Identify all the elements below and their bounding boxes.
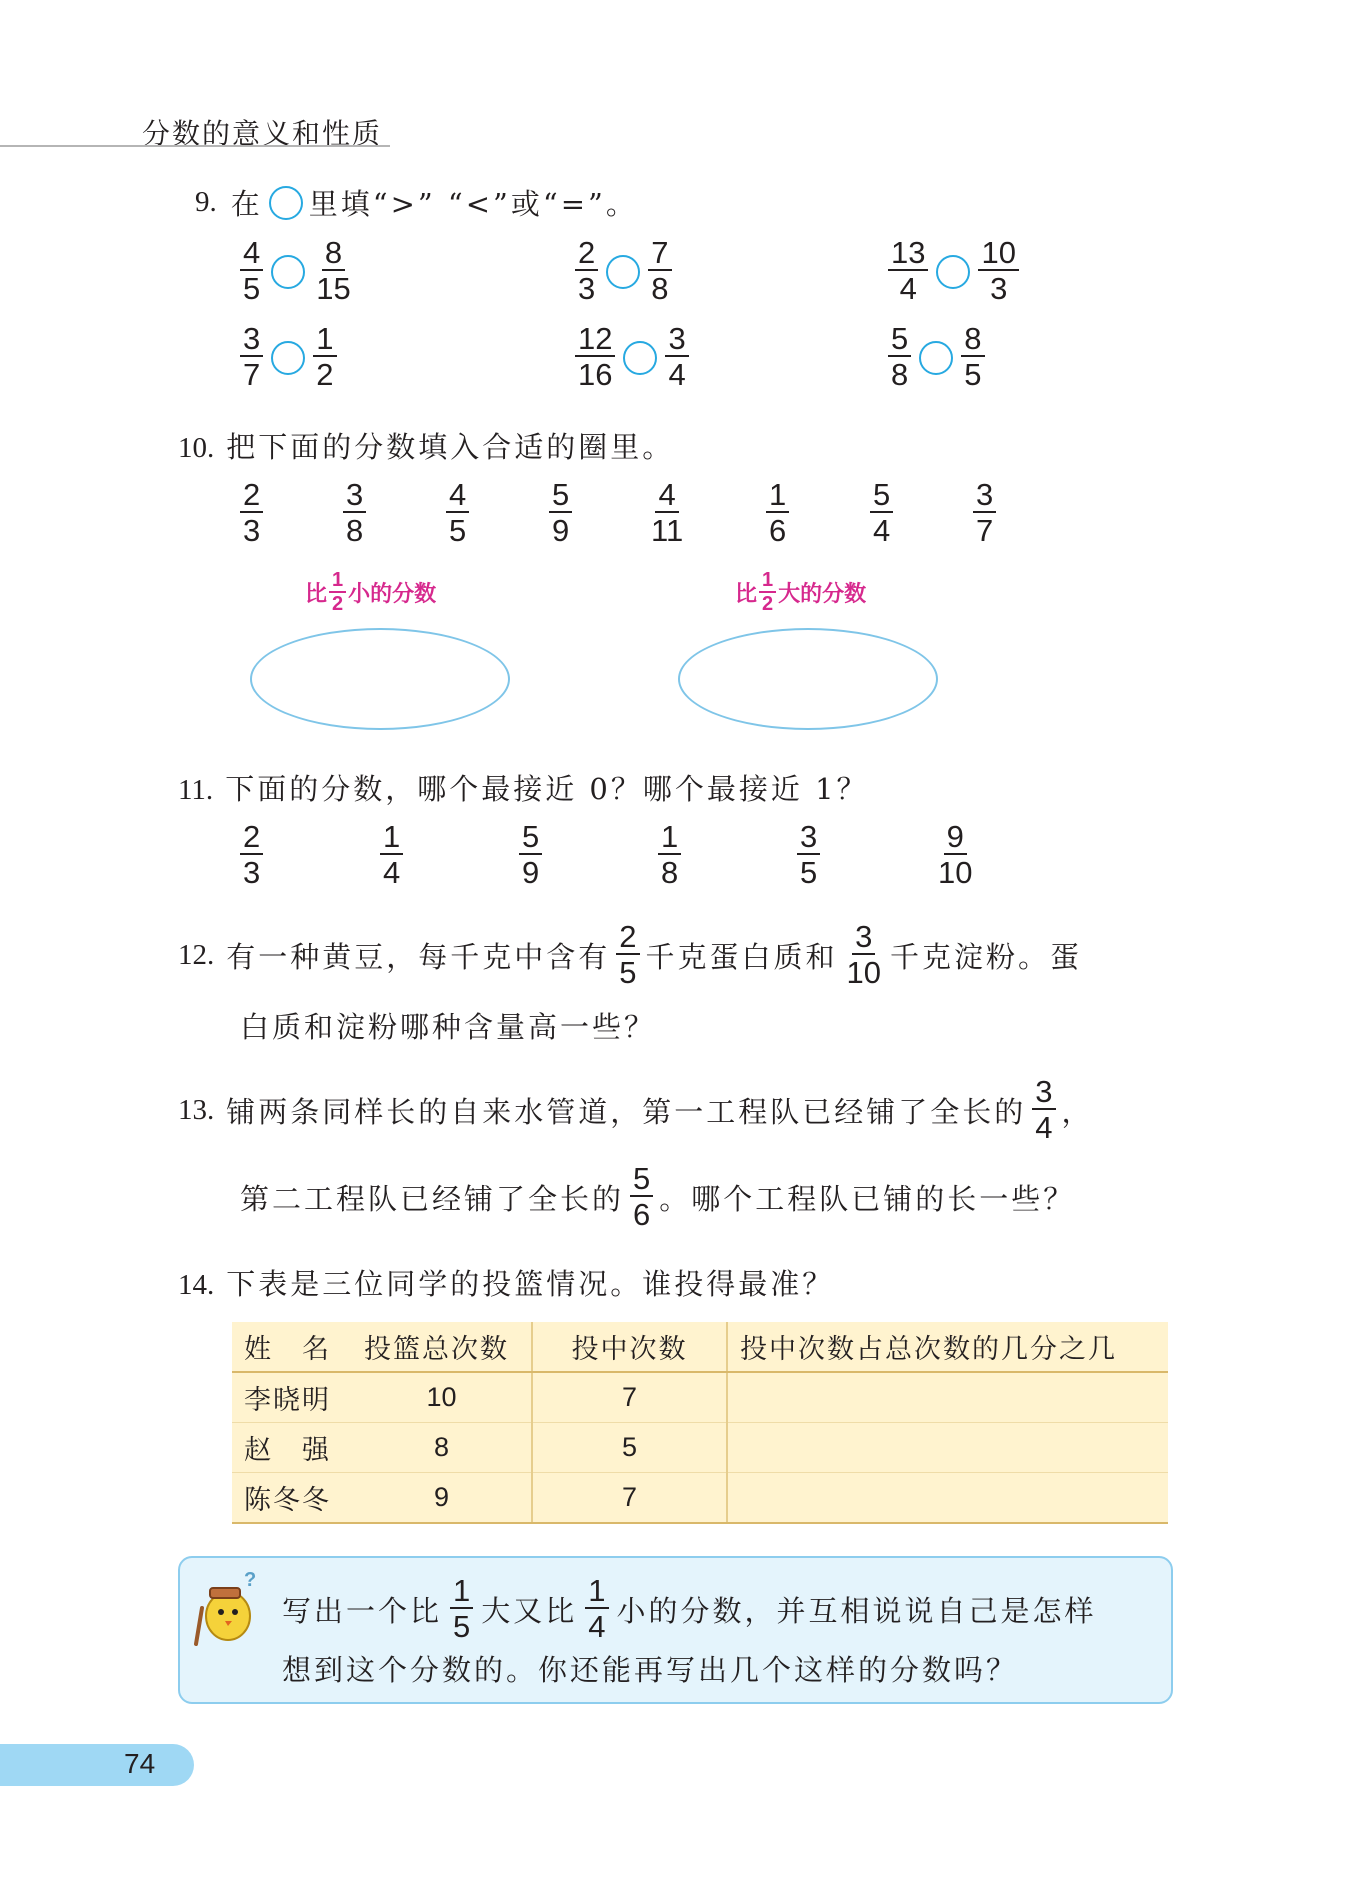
- q9-pair: [575, 322, 689, 393]
- q13-text-2: 第二工程队已经铺了全长的: [240, 1182, 625, 1216]
- table-row: [232, 1423, 1168, 1473]
- q9-pair: [240, 322, 337, 393]
- header-divider: [0, 145, 390, 147]
- tip-text-2: 大又比: [481, 1594, 578, 1628]
- page-number: 74: [124, 1748, 156, 1779]
- q13-line2: [240, 1162, 1075, 1233]
- fraction: $\frac{3}{4}$: [1032, 1075, 1055, 1146]
- q9-text-before: 在: [230, 187, 263, 221]
- q12-number: 12.: [178, 939, 215, 971]
- compare-circle[interactable]: [271, 341, 305, 375]
- compare-circle[interactable]: [271, 255, 305, 289]
- q11-fraction: $\frac{1}{8}$: [658, 820, 681, 891]
- q12-text-3: 千克淀粉。蛋: [890, 940, 1083, 974]
- header-total: 投篮总次数: [352, 1322, 532, 1372]
- chapter-title: 分数的意义和性质: [142, 117, 383, 150]
- answer-oval-less[interactable]: [250, 628, 510, 730]
- q13-text-1-end: ，: [1061, 1095, 1094, 1129]
- cell-name: 赵 强: [232, 1423, 352, 1473]
- q11-number: 11.: [178, 774, 214, 806]
- fraction: $\frac{4}{5}$: [240, 236, 263, 307]
- cell-fraction-answer[interactable]: [727, 1473, 1168, 1524]
- page-number-tab: [0, 1744, 194, 1786]
- q10-prompt: [178, 425, 674, 466]
- q9-pair: [240, 236, 354, 307]
- table-row: [232, 1473, 1168, 1524]
- compare-circle[interactable]: [623, 341, 657, 375]
- fraction: $\frac{3}{4}$: [665, 322, 688, 393]
- cell-name: 陈冬冬: [232, 1473, 352, 1524]
- header-fraction: 投中次数占总次数的几分之几: [727, 1322, 1168, 1372]
- q10-fraction: $\frac{1}{6}$: [766, 478, 789, 549]
- cell-fraction-answer[interactable]: [727, 1423, 1168, 1473]
- compare-circle[interactable]: [606, 255, 640, 289]
- q13-line1: [178, 1075, 1094, 1146]
- fraction: $\frac{8}{15}$: [316, 235, 351, 306]
- q10-fraction: $\frac{2}{3}$: [240, 478, 263, 549]
- q11-fraction: $\frac{5}{9}$: [519, 820, 542, 891]
- cell-name: 李晓明: [244, 1385, 331, 1416]
- basketball-table: [232, 1322, 1168, 1524]
- cell-hits: 5: [532, 1423, 727, 1473]
- q10-fraction: $\frac{3}{8}$: [343, 478, 366, 549]
- cell-total: 8: [352, 1423, 532, 1473]
- q13-text-3: 。哪个工程队已铺的长一些？: [659, 1182, 1076, 1216]
- q10-fraction: $\frac{3}{7}$: [973, 478, 996, 549]
- fraction: $\frac{2}{3}$: [575, 236, 598, 307]
- header-hits: 投中次数: [532, 1322, 727, 1372]
- fraction: $\frac{10}{3}$: [978, 236, 1018, 307]
- q10-text: 把下面的分数填入合适的圈里。: [226, 430, 675, 464]
- q13-text-1: 铺两条同样长的自来水管道，第一工程队已经铺了全长的: [226, 1095, 1027, 1129]
- label-greater-than-half: 比 $\frac{1}{2}$ 大的分数: [735, 569, 867, 615]
- q9-text-after: 里填“>” “<”或“=”。: [308, 187, 638, 221]
- answer-circle-sample: [269, 186, 303, 220]
- q14-prompt: [178, 1262, 834, 1303]
- q12-line1: [178, 920, 1082, 991]
- q11-fraction: $\frac{3}{5}$: [797, 820, 820, 891]
- tip-line2: 想到这个分数的。你还能再写出几个这样的分数吗？: [282, 1653, 1019, 1687]
- thinking-mascot-icon: [192, 1568, 264, 1648]
- cell-hits: 7: [532, 1372, 727, 1423]
- q10-fraction: $\frac{5}{4}$: [870, 478, 893, 549]
- compare-circle[interactable]: [936, 255, 970, 289]
- q14-text: 下表是三位同学的投篮情况。谁投得最准？: [226, 1267, 835, 1301]
- q11-fraction: $\frac{2}{3}$: [240, 820, 263, 891]
- q11-fraction: $\frac{1}{4}$: [380, 820, 403, 891]
- label-less-than-half: 比 $\frac{1}{2}$ 小的分数: [305, 569, 437, 615]
- q10-fraction: $\frac{4}{11}$: [651, 477, 684, 548]
- q11-prompt: [178, 767, 869, 808]
- fraction: $\frac{13}{4}$: [888, 236, 928, 307]
- q13-number: 13.: [178, 1094, 215, 1126]
- q9-number: 9.: [195, 186, 217, 218]
- fraction: $\frac{8}{5}$: [961, 322, 984, 393]
- cell-fraction-answer[interactable]: [727, 1372, 1168, 1423]
- table-header: [232, 1322, 1168, 1372]
- cell-hits: 7: [532, 1473, 727, 1524]
- fraction: $\frac{2}{5}$: [616, 920, 639, 991]
- tip-text-3: 小的分数，并互相说说自己是怎样: [616, 1594, 1097, 1628]
- q9-pair: [888, 236, 1019, 307]
- fraction: $\frac{1}{5}$: [450, 1574, 473, 1645]
- cell-total: 10: [352, 1372, 532, 1423]
- q10-number: 10.: [178, 432, 215, 464]
- header-name: 姓 名: [232, 1322, 352, 1372]
- svg-text:?: ?: [244, 1569, 257, 1591]
- q9-prompt: [195, 182, 638, 223]
- q12-line2: 白质和淀粉哪种含量高一些？: [240, 1010, 657, 1044]
- q12-text-1: 有一种黄豆，每千克中含有: [226, 940, 611, 974]
- fraction: $\frac{1}{2}$: [313, 322, 336, 393]
- fraction: $\frac{3}{10}$: [846, 919, 882, 990]
- tip-text-1: 写出一个比: [282, 1594, 443, 1628]
- q10-fraction: $\frac{5}{9}$: [549, 478, 572, 549]
- q12-text-2: 千克蛋白质和: [645, 940, 838, 974]
- q9-pair: [888, 322, 985, 393]
- q11-fraction: $\frac{9}{10}$: [938, 819, 973, 890]
- fraction: $\frac{3}{7}$: [240, 322, 263, 393]
- cell-total: 9: [352, 1473, 532, 1524]
- tip-line1: [282, 1574, 1097, 1645]
- fraction: $\frac{1}{4}$: [585, 1574, 608, 1645]
- fraction: $\frac{12}{16}$: [575, 322, 615, 393]
- q9-pair: [575, 236, 672, 307]
- answer-oval-greater[interactable]: [678, 628, 938, 730]
- fraction: $\frac{5}{6}$: [630, 1162, 653, 1233]
- q14-number: 14.: [178, 1269, 215, 1301]
- table-row: [232, 1372, 1168, 1423]
- fraction: $\frac{7}{8}$: [648, 236, 671, 307]
- q11-text: 下面的分数，哪个最接近 0？哪个最接近 1？: [225, 772, 869, 806]
- q10-fraction: $\frac{4}{5}$: [446, 478, 469, 549]
- compare-circle[interactable]: [919, 341, 953, 375]
- fraction: $\frac{5}{8}$: [888, 322, 911, 393]
